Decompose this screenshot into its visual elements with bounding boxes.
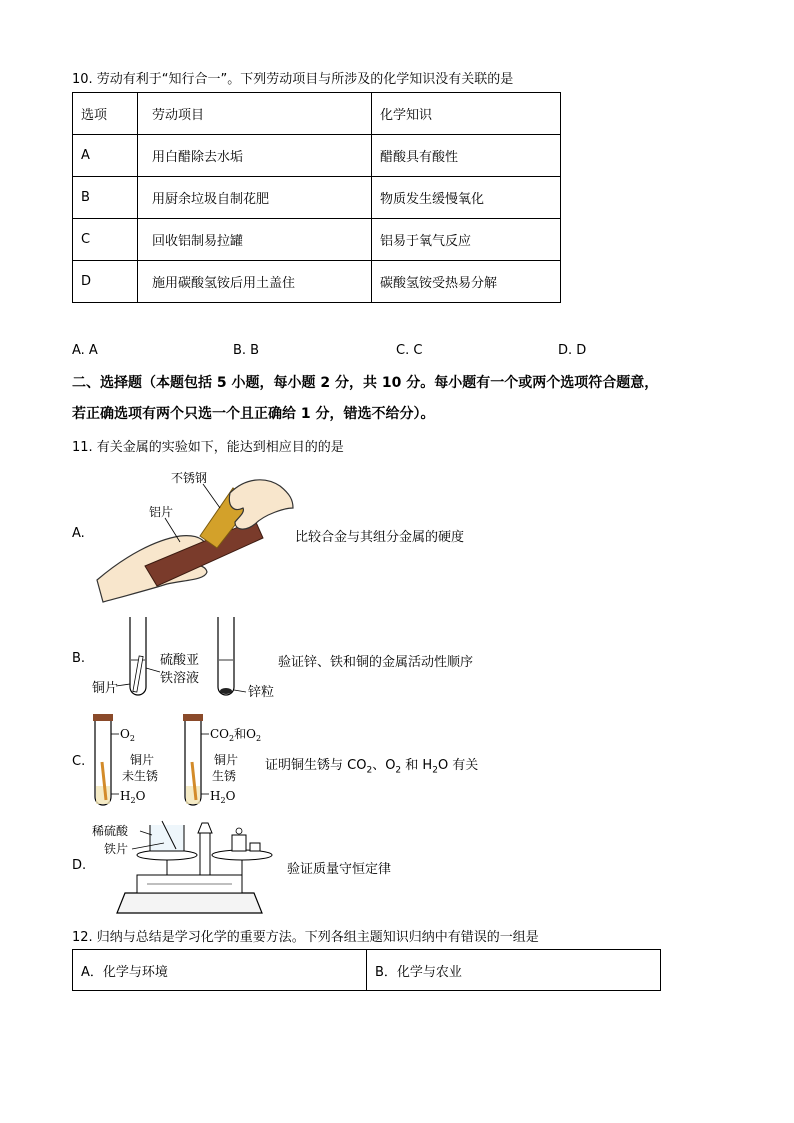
label-copper-2: 铜片 [214,753,239,767]
subscript-2: 2 [229,734,235,743]
copper-rust-illustration [88,712,268,812]
row-a-knowledge: 醋酸具有酸性 [372,135,561,177]
section2-heading-line1: 二、选择题（本题包括 5 小题，每小题 2 分，共 10 分。每小题有一个或两个选项符合题意， [72,375,659,391]
label-and-o2: 和O [234,727,256,741]
label-aluminum-sheet: 铝片 [149,505,174,519]
label-zinc-granules: 锌粒 [248,685,275,700]
label-ferrous-sulfate-1: 硫酸亚 [160,653,200,668]
label-h2o-tail: O [225,789,236,803]
header-labor-project: 劳动项目 [138,93,372,135]
header-chem-knowledge: 化学知识 [372,93,561,135]
label-not-rusted: 未生锈 [122,769,159,783]
desc-mid1: 、O [372,758,396,773]
q11-option-d-letter[interactable]: D. [72,858,87,873]
row-b-option: B [73,177,138,219]
subscript-2: 2 [395,765,402,776]
svg-text:O2 [120,727,135,743]
desc-post: O 有关 [437,758,479,773]
row-a-project: 用白醋除去水垢 [138,135,372,177]
q10-option-a[interactable]: A. A [72,343,98,358]
q11-option-a-letter[interactable]: A. [72,526,85,541]
label-co2: CO [210,727,230,741]
label-h2o-tail: O [135,789,146,803]
q11-stem: 11. 有关金属的实验如下，能达到相应目的的是 [72,440,344,455]
subscript-2: 2 [366,765,373,776]
row-c-project: 回收铝制易拉罐 [138,219,372,261]
q11-option-c-desc [265,754,478,776]
row-b-project: 用厨余垃圾自制花肥 [138,177,372,219]
section2-heading-line2: 若正确选项有两个只选一个且正确给 1 分，错选不给分）。 [72,406,435,422]
q11-option-d-desc: 验证质量守恒定律 [287,862,392,877]
table-header-row [73,93,561,135]
q10-option-c[interactable]: C. C [396,343,423,358]
q10-stem: 10. 劳动有利于“知行合一”。下列劳动项目与所涉及的化学知识没有关联的是 [72,72,514,87]
q12-table [72,949,661,991]
subscript-2: 2 [432,765,438,776]
subscript-2: 2 [255,734,262,743]
desc-mid2: 和 H [401,758,433,773]
table-row [73,219,561,261]
row-d-option: D [73,261,138,303]
q10-option-d[interactable]: D. D [558,343,587,358]
subscript-2: 2 [129,734,135,743]
label-copper-sheet: 铜片 [92,681,119,696]
table-row [73,950,661,991]
table-row [73,135,561,177]
label-stainless-steel: 不锈钢 [171,471,208,485]
label-copper-1: 铜片 [130,753,155,767]
row-c-option: C [73,219,138,261]
label-dilute-sulfuric-acid: 稀硫酸 [92,824,129,838]
table-row [73,261,561,303]
row-b-knowledge: 物质发生缓慢氧化 [372,177,561,219]
label-h2o-1: H [120,789,131,803]
hardness-comparison-illustration [95,468,295,603]
q12-cell-a: A．化学与环境 [73,950,367,991]
row-a-option: A [73,135,138,177]
header-option: 选项 [73,93,138,135]
subscript-2: 2 [220,796,226,805]
svg-text:CO2和O2 [210,727,261,743]
balance-illustration [92,815,277,917]
q10-option-b[interactable]: B. B [233,343,260,358]
q12-cell-b: B．化学与农业 [367,950,661,991]
subscript-2: 2 [130,796,136,805]
q11-option-c-letter[interactable]: C. [72,754,86,769]
desc-pre: 证明铜生锈与 CO [265,758,367,773]
table-row [73,177,561,219]
label-ferrous-sulfate-2: 铁溶液 [160,671,200,686]
q10-table [72,92,561,303]
row-d-knowledge: 碳酸氢铵受热易分解 [372,261,561,303]
label-h2o-2: H [210,789,221,803]
svg-text:H2O [120,789,146,805]
row-d-project: 施用碳酸氢铵后用土盖住 [138,261,372,303]
label-rusted: 生锈 [212,769,237,783]
metal-activity-illustration [90,612,280,702]
label-iron-sheet: 铁片 [104,842,129,856]
q11-option-b-desc: 验证锌、铁和铜的金属活动性顺序 [278,655,474,670]
label-o2: O [120,727,130,741]
q11-option-b-letter[interactable]: B. [72,651,86,666]
q11-option-a-desc: 比较合金与其组分金属的硬度 [295,530,465,545]
q12-stem: 12. 归纳与总结是学习化学的重要方法。下列各组主题知识归纳中有错误的一组是 [72,930,539,945]
row-c-knowledge: 铝易于氧气反应 [372,219,561,261]
svg-text:H2O [210,789,236,805]
